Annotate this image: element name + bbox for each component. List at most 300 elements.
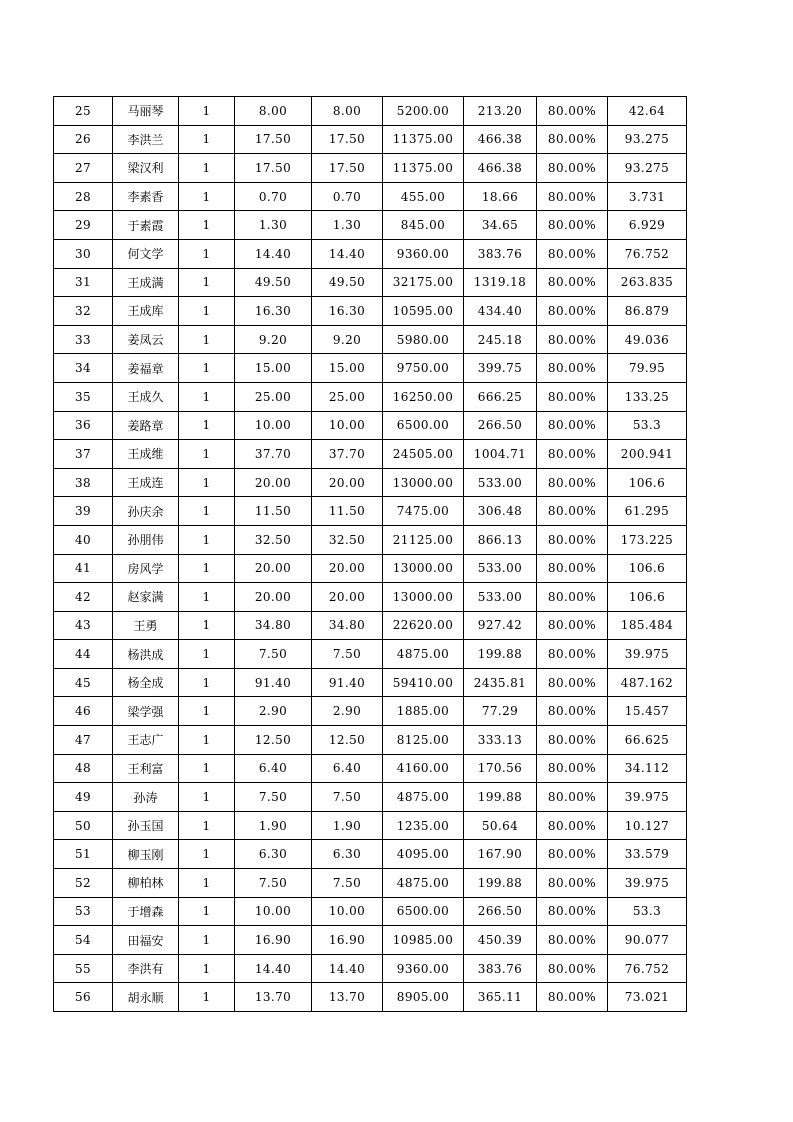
table-row (54, 154, 687, 183)
table-row (54, 811, 687, 840)
area-cell: 17.50 (235, 154, 312, 183)
result-cell: 33.579 (608, 840, 687, 869)
subtotal-cell: 927.42 (464, 611, 537, 640)
table-row (54, 983, 687, 1012)
name-cell: 孙朋伟 (113, 525, 179, 554)
row-number-cell: 41 (54, 554, 113, 583)
row-number-cell: 48 (54, 754, 113, 783)
ratio-cell: 80.00% (537, 754, 608, 783)
name-cell: 李素香 (113, 182, 179, 211)
area-cell: 34.80 (235, 611, 312, 640)
area-cell: 12.50 (235, 726, 312, 755)
count-cell: 1 (179, 554, 235, 583)
table-row (54, 468, 687, 497)
amount-cell: 4160.00 (383, 754, 464, 783)
subtotal-cell: 213.20 (464, 97, 537, 126)
amount-cell: 9360.00 (383, 239, 464, 268)
area-confirmed-cell: 7.50 (312, 783, 383, 812)
amount-cell: 6500.00 (383, 897, 464, 926)
row-number-cell: 31 (54, 268, 113, 297)
name-cell: 何文学 (113, 239, 179, 268)
area-confirmed-cell: 9.20 (312, 325, 383, 354)
result-cell: 39.975 (608, 869, 687, 898)
area-cell: 16.30 (235, 297, 312, 326)
count-cell: 1 (179, 468, 235, 497)
row-number-cell: 45 (54, 668, 113, 697)
name-cell: 房风学 (113, 554, 179, 583)
area-cell: 6.30 (235, 840, 312, 869)
amount-cell: 13000.00 (383, 468, 464, 497)
count-cell: 1 (179, 297, 235, 326)
table-row (54, 726, 687, 755)
ratio-cell: 80.00% (537, 125, 608, 154)
table-row (54, 354, 687, 383)
count-cell: 1 (179, 840, 235, 869)
subtotal-cell: 533.00 (464, 583, 537, 612)
result-cell: 86.879 (608, 297, 687, 326)
name-cell: 姜凤云 (113, 325, 179, 354)
amount-cell: 32175.00 (383, 268, 464, 297)
amount-cell: 4875.00 (383, 783, 464, 812)
table-row (54, 440, 687, 469)
count-cell: 1 (179, 211, 235, 240)
area-cell: 8.00 (235, 97, 312, 126)
amount-cell: 11375.00 (383, 154, 464, 183)
area-cell: 9.20 (235, 325, 312, 354)
area-cell: 20.00 (235, 583, 312, 612)
count-cell: 1 (179, 954, 235, 983)
ratio-cell: 80.00% (537, 869, 608, 898)
area-cell: 10.00 (235, 411, 312, 440)
area-cell: 1.90 (235, 811, 312, 840)
row-number-cell: 34 (54, 354, 113, 383)
row-number-cell: 40 (54, 525, 113, 554)
amount-cell: 10595.00 (383, 297, 464, 326)
result-cell: 106.6 (608, 468, 687, 497)
result-cell: 173.225 (608, 525, 687, 554)
ratio-cell: 80.00% (537, 611, 608, 640)
amount-cell: 1885.00 (383, 697, 464, 726)
area-confirmed-cell: 6.30 (312, 840, 383, 869)
subtotal-cell: 365.11 (464, 983, 537, 1012)
result-cell: 3.731 (608, 182, 687, 211)
count-cell: 1 (179, 525, 235, 554)
ratio-cell: 80.00% (537, 697, 608, 726)
table-row (54, 668, 687, 697)
result-cell: 79.95 (608, 354, 687, 383)
area-confirmed-cell: 16.90 (312, 926, 383, 955)
area-confirmed-cell: 1.30 (312, 211, 383, 240)
name-cell: 李洪有 (113, 954, 179, 983)
area-confirmed-cell: 13.70 (312, 983, 383, 1012)
ratio-cell: 80.00% (537, 726, 608, 755)
area-cell: 32.50 (235, 525, 312, 554)
count-cell: 1 (179, 869, 235, 898)
count-cell: 1 (179, 497, 235, 526)
result-cell: 90.077 (608, 926, 687, 955)
amount-cell: 13000.00 (383, 554, 464, 583)
ratio-cell: 80.00% (537, 983, 608, 1012)
count-cell: 1 (179, 697, 235, 726)
amount-cell: 5980.00 (383, 325, 464, 354)
amount-cell: 24505.00 (383, 440, 464, 469)
row-number-cell: 43 (54, 611, 113, 640)
name-cell: 梁汉利 (113, 154, 179, 183)
name-cell: 田福安 (113, 926, 179, 955)
name-cell: 于增森 (113, 897, 179, 926)
row-number-cell: 33 (54, 325, 113, 354)
count-cell: 1 (179, 640, 235, 669)
count-cell: 1 (179, 583, 235, 612)
ratio-cell: 80.00% (537, 440, 608, 469)
amount-cell: 8905.00 (383, 983, 464, 1012)
area-confirmed-cell: 20.00 (312, 468, 383, 497)
amount-cell: 21125.00 (383, 525, 464, 554)
name-cell: 杨洪成 (113, 640, 179, 669)
row-number-cell: 50 (54, 811, 113, 840)
subtotal-cell: 866.13 (464, 525, 537, 554)
row-number-cell: 37 (54, 440, 113, 469)
name-cell: 王成维 (113, 440, 179, 469)
subtotal-cell: 306.48 (464, 497, 537, 526)
subtotal-cell: 199.88 (464, 640, 537, 669)
result-cell: 93.275 (608, 125, 687, 154)
subtotal-cell: 1319.18 (464, 268, 537, 297)
table-row (54, 926, 687, 955)
name-cell: 马丽琴 (113, 97, 179, 126)
subtotal-cell: 50.64 (464, 811, 537, 840)
result-cell: 133.25 (608, 382, 687, 411)
table-row (54, 525, 687, 554)
table-row (54, 954, 687, 983)
name-cell: 柳玉刚 (113, 840, 179, 869)
row-number-cell: 26 (54, 125, 113, 154)
amount-cell: 5200.00 (383, 97, 464, 126)
name-cell: 于素霞 (113, 211, 179, 240)
subtotal-cell: 666.25 (464, 382, 537, 411)
row-number-cell: 56 (54, 983, 113, 1012)
data-table (53, 96, 687, 1012)
row-number-cell: 53 (54, 897, 113, 926)
area-cell: 20.00 (235, 468, 312, 497)
name-cell: 赵家满 (113, 583, 179, 612)
area-cell: 14.40 (235, 239, 312, 268)
ratio-cell: 80.00% (537, 525, 608, 554)
ratio-cell: 80.00% (537, 382, 608, 411)
ratio-cell: 80.00% (537, 897, 608, 926)
subtotal-cell: 2435.81 (464, 668, 537, 697)
name-cell: 王成久 (113, 382, 179, 411)
subtotal-cell: 170.56 (464, 754, 537, 783)
amount-cell: 455.00 (383, 182, 464, 211)
area-confirmed-cell: 25.00 (312, 382, 383, 411)
result-cell: 39.975 (608, 640, 687, 669)
area-cell: 14.40 (235, 954, 312, 983)
area-cell: 37.70 (235, 440, 312, 469)
ratio-cell: 80.00% (537, 583, 608, 612)
result-cell: 53.3 (608, 411, 687, 440)
result-cell: 6.929 (608, 211, 687, 240)
area-confirmed-cell: 7.50 (312, 640, 383, 669)
subtotal-cell: 434.40 (464, 297, 537, 326)
name-cell: 王勇 (113, 611, 179, 640)
ratio-cell: 80.00% (537, 354, 608, 383)
subtotal-cell: 1004.71 (464, 440, 537, 469)
amount-cell: 4875.00 (383, 640, 464, 669)
ratio-cell: 80.00% (537, 926, 608, 955)
count-cell: 1 (179, 382, 235, 411)
name-cell: 王成库 (113, 297, 179, 326)
name-cell: 孙涛 (113, 783, 179, 812)
ratio-cell: 80.00% (537, 182, 608, 211)
area-cell: 7.50 (235, 783, 312, 812)
ratio-cell: 80.00% (537, 783, 608, 812)
area-confirmed-cell: 2.90 (312, 697, 383, 726)
amount-cell: 7475.00 (383, 497, 464, 526)
ratio-cell: 80.00% (537, 239, 608, 268)
result-cell: 200.941 (608, 440, 687, 469)
row-number-cell: 52 (54, 869, 113, 898)
result-cell: 487.162 (608, 668, 687, 697)
result-cell: 106.6 (608, 583, 687, 612)
amount-cell: 1235.00 (383, 811, 464, 840)
subtotal-cell: 333.13 (464, 726, 537, 755)
row-number-cell: 32 (54, 297, 113, 326)
ratio-cell: 80.00% (537, 954, 608, 983)
result-cell: 15.457 (608, 697, 687, 726)
name-cell: 王志广 (113, 726, 179, 755)
subtotal-cell: 399.75 (464, 354, 537, 383)
area-cell: 0.70 (235, 182, 312, 211)
ratio-cell: 80.00% (537, 497, 608, 526)
area-confirmed-cell: 34.80 (312, 611, 383, 640)
area-confirmed-cell: 15.00 (312, 354, 383, 383)
table-row (54, 554, 687, 583)
area-confirmed-cell: 37.70 (312, 440, 383, 469)
area-cell: 7.50 (235, 869, 312, 898)
row-number-cell: 25 (54, 97, 113, 126)
row-number-cell: 28 (54, 182, 113, 211)
area-confirmed-cell: 17.50 (312, 125, 383, 154)
table-row (54, 382, 687, 411)
area-confirmed-cell: 7.50 (312, 869, 383, 898)
table-row (54, 239, 687, 268)
amount-cell: 22620.00 (383, 611, 464, 640)
name-cell: 孙庆余 (113, 497, 179, 526)
count-cell: 1 (179, 783, 235, 812)
subtotal-cell: 383.76 (464, 239, 537, 268)
ratio-cell: 80.00% (537, 554, 608, 583)
name-cell: 梁学强 (113, 697, 179, 726)
result-cell: 73.021 (608, 983, 687, 1012)
result-cell: 185.484 (608, 611, 687, 640)
area-confirmed-cell: 11.50 (312, 497, 383, 526)
area-confirmed-cell: 91.40 (312, 668, 383, 697)
ratio-cell: 80.00% (537, 325, 608, 354)
ratio-cell: 80.00% (537, 154, 608, 183)
row-number-cell: 49 (54, 783, 113, 812)
row-number-cell: 44 (54, 640, 113, 669)
area-confirmed-cell: 14.40 (312, 954, 383, 983)
area-cell: 2.90 (235, 697, 312, 726)
result-cell: 53.3 (608, 897, 687, 926)
row-number-cell: 47 (54, 726, 113, 755)
ratio-cell: 80.00% (537, 640, 608, 669)
document-page (53, 96, 687, 1012)
area-cell: 17.50 (235, 125, 312, 154)
ratio-cell: 80.00% (537, 211, 608, 240)
count-cell: 1 (179, 125, 235, 154)
area-confirmed-cell: 14.40 (312, 239, 383, 268)
count-cell: 1 (179, 154, 235, 183)
table-row (54, 411, 687, 440)
row-number-cell: 46 (54, 697, 113, 726)
table-row (54, 869, 687, 898)
table-row (54, 182, 687, 211)
amount-cell: 8125.00 (383, 726, 464, 755)
subtotal-cell: 450.39 (464, 926, 537, 955)
area-confirmed-cell: 16.30 (312, 297, 383, 326)
row-number-cell: 38 (54, 468, 113, 497)
subtotal-cell: 266.50 (464, 411, 537, 440)
ratio-cell: 80.00% (537, 297, 608, 326)
subtotal-cell: 199.88 (464, 783, 537, 812)
ratio-cell: 80.00% (537, 668, 608, 697)
subtotal-cell: 199.88 (464, 869, 537, 898)
table-row (54, 754, 687, 783)
amount-cell: 9360.00 (383, 954, 464, 983)
name-cell: 王成满 (113, 268, 179, 297)
subtotal-cell: 18.66 (464, 182, 537, 211)
count-cell: 1 (179, 182, 235, 211)
amount-cell: 4095.00 (383, 840, 464, 869)
amount-cell: 13000.00 (383, 583, 464, 612)
amount-cell: 4875.00 (383, 869, 464, 898)
name-cell: 李洪兰 (113, 125, 179, 154)
row-number-cell: 54 (54, 926, 113, 955)
result-cell: 76.752 (608, 239, 687, 268)
area-cell: 10.00 (235, 897, 312, 926)
ratio-cell: 80.00% (537, 468, 608, 497)
count-cell: 1 (179, 97, 235, 126)
table-row (54, 211, 687, 240)
row-number-cell: 29 (54, 211, 113, 240)
count-cell: 1 (179, 325, 235, 354)
row-number-cell: 30 (54, 239, 113, 268)
count-cell: 1 (179, 897, 235, 926)
area-cell: 49.50 (235, 268, 312, 297)
result-cell: 76.752 (608, 954, 687, 983)
subtotal-cell: 167.90 (464, 840, 537, 869)
result-cell: 61.295 (608, 497, 687, 526)
amount-cell: 845.00 (383, 211, 464, 240)
area-cell: 91.40 (235, 668, 312, 697)
count-cell: 1 (179, 611, 235, 640)
result-cell: 10.127 (608, 811, 687, 840)
count-cell: 1 (179, 411, 235, 440)
ratio-cell: 80.00% (537, 411, 608, 440)
table-row (54, 583, 687, 612)
row-number-cell: 36 (54, 411, 113, 440)
result-cell: 49.036 (608, 325, 687, 354)
count-cell: 1 (179, 668, 235, 697)
amount-cell: 6500.00 (383, 411, 464, 440)
area-cell: 13.70 (235, 983, 312, 1012)
subtotal-cell: 34.65 (464, 211, 537, 240)
count-cell: 1 (179, 926, 235, 955)
table-row (54, 611, 687, 640)
area-confirmed-cell: 20.00 (312, 583, 383, 612)
ratio-cell: 80.00% (537, 268, 608, 297)
subtotal-cell: 77.29 (464, 697, 537, 726)
name-cell: 胡永顺 (113, 983, 179, 1012)
table-row (54, 297, 687, 326)
row-number-cell: 35 (54, 382, 113, 411)
count-cell: 1 (179, 754, 235, 783)
ratio-cell: 80.00% (537, 840, 608, 869)
table-row (54, 125, 687, 154)
count-cell: 1 (179, 811, 235, 840)
table-row (54, 268, 687, 297)
table-row (54, 897, 687, 926)
name-cell: 姜路章 (113, 411, 179, 440)
count-cell: 1 (179, 354, 235, 383)
area-confirmed-cell: 10.00 (312, 897, 383, 926)
name-cell: 孙玉国 (113, 811, 179, 840)
row-number-cell: 51 (54, 840, 113, 869)
subtotal-cell: 533.00 (464, 554, 537, 583)
table-row (54, 840, 687, 869)
area-confirmed-cell: 32.50 (312, 525, 383, 554)
name-cell: 姜福章 (113, 354, 179, 383)
count-cell: 1 (179, 983, 235, 1012)
table-row (54, 640, 687, 669)
amount-cell: 10985.00 (383, 926, 464, 955)
result-cell: 66.625 (608, 726, 687, 755)
area-confirmed-cell: 20.00 (312, 554, 383, 583)
area-confirmed-cell: 10.00 (312, 411, 383, 440)
ratio-cell: 80.00% (537, 811, 608, 840)
area-cell: 6.40 (235, 754, 312, 783)
area-confirmed-cell: 49.50 (312, 268, 383, 297)
subtotal-cell: 245.18 (464, 325, 537, 354)
result-cell: 42.64 (608, 97, 687, 126)
result-cell: 93.275 (608, 154, 687, 183)
area-cell: 16.90 (235, 926, 312, 955)
count-cell: 1 (179, 726, 235, 755)
area-cell: 1.30 (235, 211, 312, 240)
amount-cell: 16250.00 (383, 382, 464, 411)
row-number-cell: 39 (54, 497, 113, 526)
subtotal-cell: 383.76 (464, 954, 537, 983)
result-cell: 34.112 (608, 754, 687, 783)
table-row (54, 783, 687, 812)
area-confirmed-cell: 6.40 (312, 754, 383, 783)
area-confirmed-cell: 17.50 (312, 154, 383, 183)
area-cell: 11.50 (235, 497, 312, 526)
area-confirmed-cell: 1.90 (312, 811, 383, 840)
area-cell: 20.00 (235, 554, 312, 583)
table-body (54, 97, 687, 1012)
result-cell: 106.6 (608, 554, 687, 583)
table-row (54, 97, 687, 126)
name-cell: 王利富 (113, 754, 179, 783)
subtotal-cell: 266.50 (464, 897, 537, 926)
subtotal-cell: 533.00 (464, 468, 537, 497)
row-number-cell: 27 (54, 154, 113, 183)
table-row (54, 325, 687, 354)
amount-cell: 11375.00 (383, 125, 464, 154)
